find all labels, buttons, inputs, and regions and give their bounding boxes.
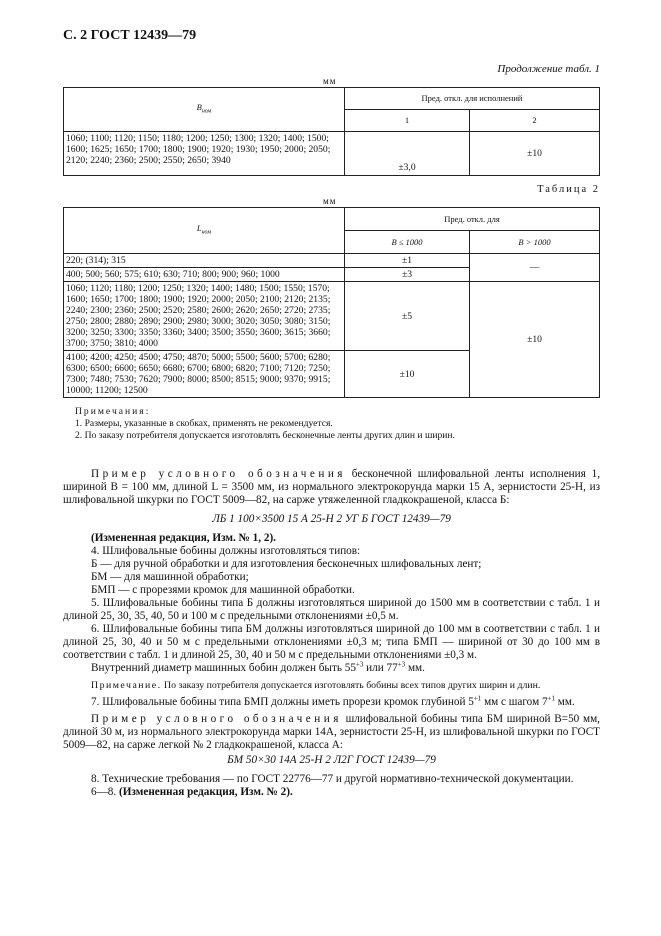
example-2: Пример условного обозначения шлифовальной бобины типа БМ шириной B=50 мм, длиной 30 м, из нормального электрокорунда марки 14А, зернистости 25-Н, из шлифовальной шкурки по ГОСТ 5009—82, на саржe легкой № 2 гладкокрашеной, класса А:: [63, 713, 600, 751]
revision-note-2: 6—8. (Измененная редакция, Изм. № 2).: [91, 786, 293, 798]
clause-4: 4. Шлифовальные бобины должны изготовляться типов:: [91, 545, 361, 557]
notes-title: Примечания:: [75, 406, 151, 417]
table-continuation-label: Продолжение табл. 1: [497, 63, 600, 75]
clause-4-type-bm: БМ — для машинной обработки;: [91, 571, 249, 583]
clause-5: 5. Шлифовальные бобины типа Б должны изготовляться шириной до 1500 мм в соответствии с табл. 1 и длиной 25, 30, 35, 40, 50 и 100 м с предельными отклонениями ±0,5 м.: [63, 597, 600, 622]
note-item: 2. По заказу потребителя допускается изготовлять бесконечные ленты других длин и ширин.: [75, 430, 455, 441]
note-item: 1. Размеры, указанные в скобках, применять не рекомендуется.: [75, 418, 333, 429]
clause-7: 7. Шлифовальные бобины типа БМП должны иметь прорези кромок глубиной $5^{+1}$ мм с шагом $7^{+1}$ мм.: [91, 694, 575, 708]
table2-subheader-1: B ≤ 1000: [345, 231, 470, 254]
table2-row3-values: 1060; 1120; 1180; 1200; 1250; 1320; 1400; 1480; 1500; 1550; 1570; 1600; 1650; 1700; 1800; 1900; 1920; 2000; 2050; 2100; 2120; 2135; 2240; 2300; 2360; 2500; 2520; 2580; 2600; 2620; 2650; 2720; 2735; 2750; 2800; 2880; 2890; 2900; 2980; 3000; 3020; 3050; 3080; 3150; 3200; 3250; 3300; 3350; 3360; 3400; 3500; 3550; 3600; 3615; 3660; 3700; 3750; 3810; 4000: [64, 282, 345, 351]
table-row: [64, 282, 600, 351]
clause-6-note: Примечание. По заказу потребителя допускается изготовлять бобины всех типов других ширин и длин.: [91, 680, 541, 691]
table1-tol1: ±3,0: [345, 132, 470, 176]
table-row: [64, 254, 600, 268]
table2-tol2-top: —: [470, 254, 600, 282]
table1-unit: мм: [323, 76, 337, 86]
clause-4-type-b: Б — для ручной обработки и для изготовления бесконечных шлифовальных лент;: [91, 558, 482, 570]
table2-row4-tol1: ±10: [345, 351, 470, 398]
table2: [63, 207, 600, 398]
table2-subheader-2: B > 1000: [470, 231, 600, 254]
clause-4-type-bmp: БМП — с прорезями кромок для машинной обработки.: [91, 584, 355, 596]
revision-note-1: (Измененная редакция, Изм. № 1, 2).: [91, 532, 276, 544]
table2-group-header: Пред. откл. для: [345, 208, 600, 231]
table2-title: Таблица 2: [537, 184, 600, 195]
table2-unit: мм: [323, 196, 337, 206]
table2-row2-tol1: ±3: [345, 268, 470, 282]
example-1: Пример условного обозначения бесконечной шлифовальной ленты исполнения 1, шириной B = 100 мм, длиной L = 3500 мм, из нормального электрокорунда марки 15 А, зернистости 25-Н, из шлифовальной шкурки по ГОСТ 5009—82, на саржe утяжеленной гладкокрашеной, класса Б:: [63, 468, 600, 506]
table2-row3-tol1: ±5: [345, 282, 470, 351]
clause-6: 6. Шлифовальные бобины типа БМ должны изготовляться шириной до 100 мм в соответствии с табл. 1 и длиной 25, 30, 40 и 50 м с предельными отклонениями ±0,3 м; типа БМП — шириной от 30 до 100 мм в соответствии с табл. 1 и длиной 25, 30, 40 и 50 м с предельными отклонениями ±0,3 м.: [63, 623, 600, 661]
table2-row2-values: 400; 500; 560; 575; 610; 630; 710; 800; 900; 960; 1000: [64, 268, 345, 282]
table2-row1-values: 220; (314); 315: [64, 254, 345, 268]
table1-group-header: Пред. откл. для исполнений: [345, 88, 600, 110]
table1: [63, 87, 600, 176]
table1-subheader-1: 1: [345, 110, 470, 132]
body-text: [63, 468, 600, 799]
table2-row4-values: 4100; 4200; 4250; 4500; 4750; 4870; 5000; 5500; 5600; 5700; 6280; 6300; 6500; 6600; 6650; 6680; 6700; 6800; 6820; 7100; 7120; 7250; 7300; 7480; 7530; 7620; 7900; 8000; 8500; 8515; 9000; 9370; 9915; 10000; 11200; 12500: [64, 351, 345, 398]
table1-col-header: $B_{ном}$: [64, 88, 345, 132]
page-header: С. 2 ГОСТ 12439—79: [63, 28, 197, 43]
table-notes: [75, 406, 600, 442]
table1-subheader-2: 2: [470, 110, 600, 132]
table1-tol2: ±10: [470, 132, 600, 176]
designation-code-1: ЛБ 1 100×3500 15 А 25-Н 2 УГ Б ГОСТ 12439—79: [212, 513, 451, 525]
table2-tol2-bottom: ±10: [470, 282, 600, 398]
designation-code-2: БМ 50×30 14А 25-Н 2 Л2Г ГОСТ 12439—79: [227, 754, 436, 766]
table1-values: 1060; 1100; 1120; 1150; 1180; 1200; 1250; 1300; 1320; 1400; 1500; 1600; 1625; 1650; 1700; 1800; 1900; 1920; 1930; 1950; 2000; 2050; 2120; 2240; 2360; 2500; 2550; 2650; 3940: [64, 132, 345, 176]
table2-col-header: $L_{ном}$: [64, 208, 345, 254]
clause-8: 8. Технические требования — по ГОСТ 22776—77 и другой нормативно-технической документации.: [91, 773, 574, 785]
clause-6-diameter: Внутренний диаметр машинных бобин должен быть $55^{+3}$ или $77^{+3}$ мм.: [91, 660, 425, 674]
table2-row1-tol1: ±1: [345, 254, 470, 268]
